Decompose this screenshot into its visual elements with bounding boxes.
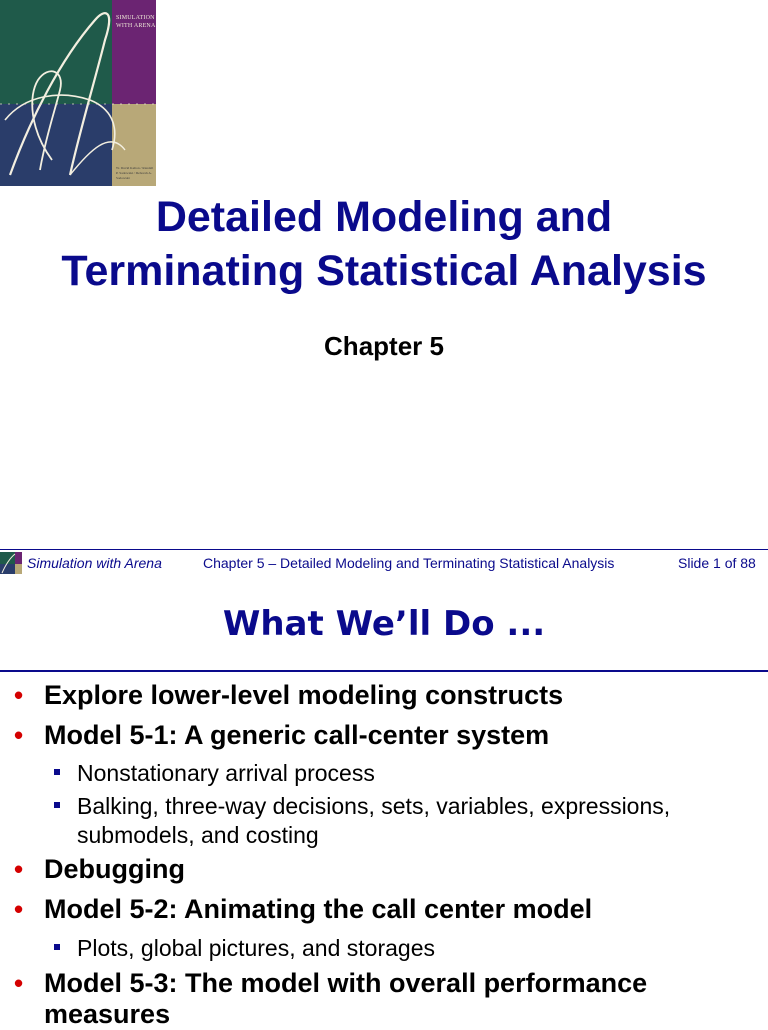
book-cover-image [0, 0, 156, 186]
chapter-label: Chapter 5 [324, 331, 444, 361]
slide-separator [0, 580, 768, 588]
bullet-dot-icon: • [14, 720, 24, 750]
footer-slide-number: Slide 1 of 88 [678, 555, 756, 571]
slide-heading: What We’ll Do ... [222, 604, 546, 644]
bullet-dot-icon: • [14, 680, 24, 710]
footer-divider [0, 549, 768, 550]
square-bullet-icon [54, 802, 60, 808]
bullet-dot-icon: • [14, 854, 24, 884]
slide-footer [0, 551, 768, 575]
bullet-dot-icon: • [14, 968, 24, 998]
heading-rule [0, 670, 768, 672]
slide-main-title: Detailed Modeling and Terminating Statistical Analysis [61, 193, 707, 295]
slide-overview: What We’ll Do ... • Explore lower-level modeling constructs • Model 5-1: A generic call-center system Nonstationary arrival process Balking, three-way decisions, sets, variables, expressions, submodels, and costing • Debugging • Model 5-2: Animating the call center model Plots, global pictures, and storages • Model 5-3: The model with overall performance measures [0, 588, 768, 1024]
footer-chapter-title: Chapter 5 – Detailed Modeling and Terminating Statistical Analysis [203, 555, 615, 571]
square-bullet-icon [54, 944, 60, 950]
cover-brand: SIMULATION WITH ARENA [116, 15, 156, 29]
bullet-dot-icon: • [14, 894, 24, 924]
arena-logo-icon [0, 552, 22, 574]
footer-book-title: Simulation with Arena [27, 555, 162, 571]
cover-authors: W. David Kelton / Randall P. Sadowski / Deborah A. Sadowski [116, 166, 154, 180]
square-bullet-icon [54, 769, 60, 775]
